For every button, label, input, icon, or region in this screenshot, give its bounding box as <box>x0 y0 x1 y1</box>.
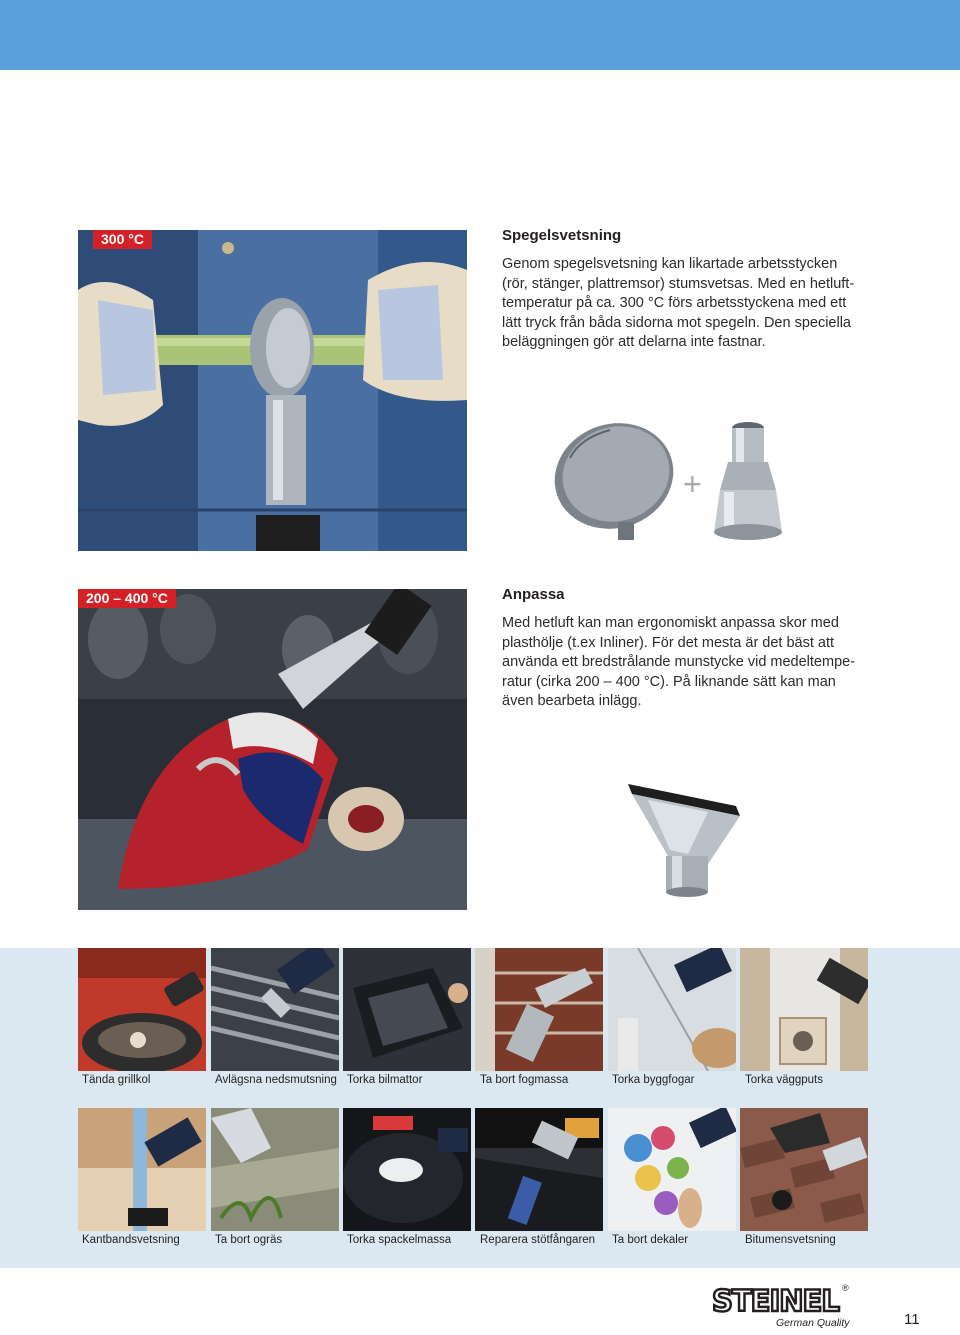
steinel-logo <box>712 1283 852 1331</box>
tile-dry-building-joints <box>608 948 736 1071</box>
caption-light-charcoal: Tända grillkol <box>82 1074 151 1086</box>
photo-skate-shaping <box>78 589 467 910</box>
tile-grill <box>78 948 206 1071</box>
section-title-adapt: Anpassa <box>502 586 565 603</box>
caption-repair-bumper: Reparera stötfångaren <box>480 1234 596 1246</box>
tile-dry-filler <box>343 1108 471 1231</box>
tile-bitumen-welding <box>740 1108 868 1231</box>
tile-bumper-repair <box>475 1108 603 1231</box>
temperature-range-badge: 200 – 400 °C <box>78 589 176 608</box>
mirror-plate-accessory <box>540 418 680 544</box>
caption-remove-decals: Ta bort dekaler <box>612 1234 689 1246</box>
caption-dry-wall-plaster: Torka väggputs <box>745 1074 823 1086</box>
mirror-welding-text: Genom spegelsvetsning kan likartade arbetsstycken (rör, stänger, plattremsor) stumsvetsas. Med en hetluft- temperatur på ca. 300 °C förs arbetsstyckena med ett lätt tryck från båda sidorna mot spegeln. Den speciella beläggningen gör att delarna inte fastnar. <box>502 256 855 350</box>
tile-grate-cleaning <box>211 948 339 1071</box>
logo-registered-mark: ® <box>842 1283 849 1293</box>
wide-slot-nozzle-accessory <box>618 776 754 900</box>
temperature-badge: 300 °C <box>93 230 152 249</box>
caption-edge-banding: Kantbandsvetsning <box>82 1234 180 1246</box>
logo-wordmark: STEINEL <box>712 1284 839 1318</box>
photo-mirror-welding <box>78 230 467 551</box>
caption-bitumen-welding: Bitumensvetsning <box>745 1234 836 1246</box>
logo-tagline: German Quality <box>776 1317 850 1329</box>
top-color-bar <box>0 0 960 70</box>
caption-remove-weeds: Ta bort ogräs <box>215 1234 283 1246</box>
caption-dry-building-joints: Torka byggfogar <box>612 1074 695 1086</box>
tile-remove-decals <box>608 1108 736 1231</box>
adapt-text: Med hetluft kan man ergonomiskt anpassa skor med plasthölje (t.ex Inliner). För det mesta är det bäst att använda ett bredstrålande munstycke vid medeltempe- ratur (cirka 200 – 400 °C). På liknande sätt kan man även bearbeta inlägg. <box>502 615 856 709</box>
tile-dry-wall-plaster <box>740 948 868 1071</box>
tile-weeds <box>211 1108 339 1231</box>
tile-remove-joint-sealant <box>475 948 603 1071</box>
plus-sign: + <box>683 466 702 502</box>
caption-dry-filler: Torka spackelmassa <box>347 1234 452 1246</box>
caption-dry-car-mats: Torka bilmattor <box>347 1074 423 1086</box>
tile-car-mat <box>343 948 471 1071</box>
caption-remove-sealant: Ta bort fogmassa <box>480 1074 569 1086</box>
caption-remove-dirt: Avlägsna nedsmutsning <box>215 1074 337 1086</box>
reduction-nozzle-accessory <box>706 420 788 542</box>
page-number: 11 <box>904 1311 920 1328</box>
tile-edge-banding <box>78 1108 206 1231</box>
section-title-mirror-welding: Spegelsvetsning <box>502 227 622 244</box>
